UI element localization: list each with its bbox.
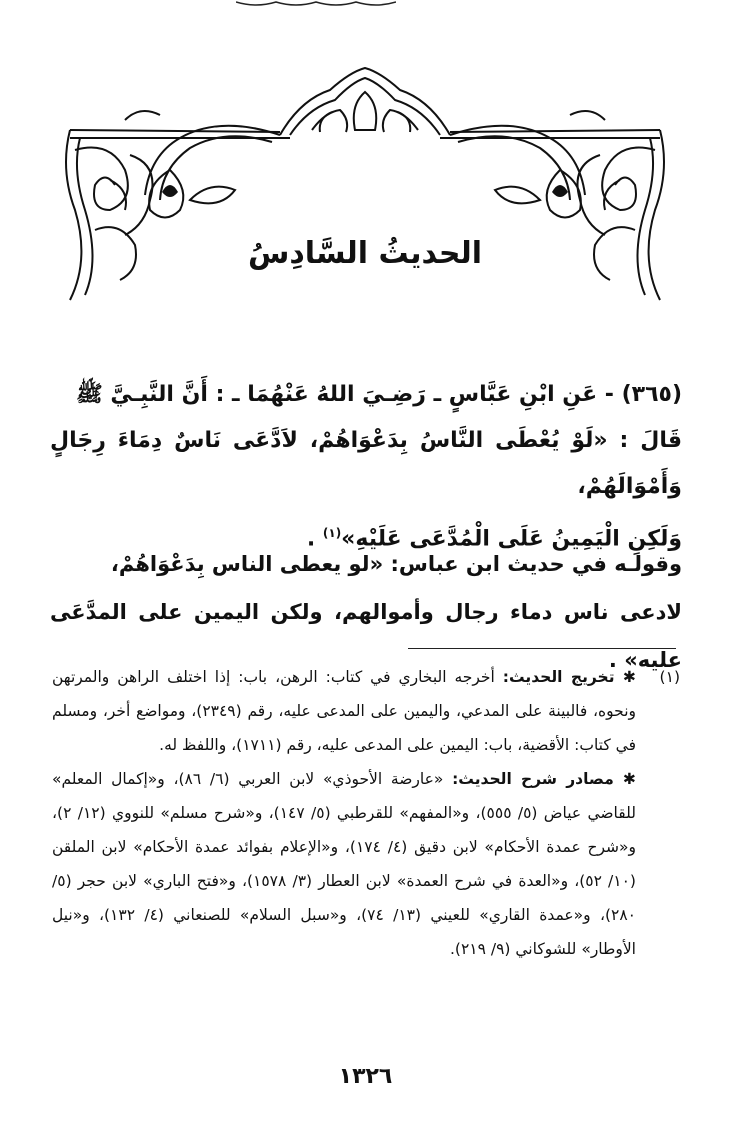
footnote-reference[interactable]: (١) [322, 526, 342, 540]
takhrij-text: أخرجه البخاري في كتاب: الرهن، باب: إذا اختلف الراهن والمرتهن ونحوه، فالبينة على المدعي، واليمين على المدعى عليه، رقم (٢٣٤٩)، ومواضع أخر، ومسلم في كتاب: الأقضية، باب: اليمين على المدعى عليه، رقم (١٧١١)، واللفظ له. [52, 668, 636, 754]
commentary-line-2: لادعى ناس دماء رجال وأموالهم، ولكن اليمين على المدَّعَى عليه» . [50, 600, 682, 672]
footnote-1 [52, 660, 680, 966]
takhrij-label: تخريج الحديث: [502, 668, 615, 686]
sources-paragraph [52, 762, 636, 966]
commentary-line-1: وقولـه في حديث ابن عباس: «لو يعطى الناس بِدَعْوَاهُمْ، [110, 552, 682, 576]
chapter-title: الحديثُ السَّادِسُ [247, 236, 483, 271]
hadith-line-3: وَلَكِنِ الْيَمِينُ عَلَى الْمُدَّعَى عَلَيْهِ»$^{(١)}$ . [306, 526, 682, 552]
page-number: ١٣٢٦ [338, 1064, 393, 1089]
bullet-star: ✱ [614, 668, 636, 686]
top-edge-ornament [236, 0, 396, 8]
footnote-number: (١) [659, 668, 680, 686]
footnotes [52, 660, 680, 966]
sources-label: مصادر شرح الحديث: [452, 770, 614, 788]
takhrij-paragraph [52, 660, 636, 762]
hadith-text [50, 372, 682, 562]
footnote-body [52, 660, 636, 966]
hadith-line-2: قَالَ : «لَوْ يُعْطَى النَّاسُ بِدَعْوَاهُمْ، لاَدَّعَى نَاسٌ دِمَاءَ رِجَالٍ وَأَمْوَالَهُمْ، [50, 428, 682, 499]
sources-text: «عارضة الأحوذي» لابن العربي (٦/ ٨٦)، و«إكمال المعلم» للقاضي عياض (٥/ ٥٥٥)، و«المفهم» للقرطبي (٥/ ١٤٧)، و«شرح مسلم» للنووي (١٢/ ٢)، و«شرح عمدة الأحكام» لابن دقيق (٤/ ١٧٤)، و«الإعلام بفوائد عمدة الأحكام» لابن الملقن (١٠/ ٥٢)، و«العدة في شرح العمدة» لابن العطار (٣/ ١٥٧٨)، و«فتح الباري» لابن حجر (٥/ ٢٨٠)، و«عمدة القاري» للعيني (١٣/ ٧٤)، و«سبل السلام» للصنعاني (٤/ ١٣٢)، و«نيل الأوطار» للشوكاني (٩/ ٢١٩). [52, 770, 637, 958]
hadith-line-1: (٣٦٥) - عَنِ ابْنِ عَبَّاسٍ ـ رَضِـيَ اللهُ عَنْهُمَا ـ : أَنَّ النَّبِـيَّ ﷺ [76, 382, 682, 407]
chapter-header-ornament [50, 60, 680, 310]
bullet-star: ✱ [613, 770, 637, 788]
footnote-separator [408, 648, 676, 649]
hadith-number: (٣٦٥) [621, 382, 682, 407]
